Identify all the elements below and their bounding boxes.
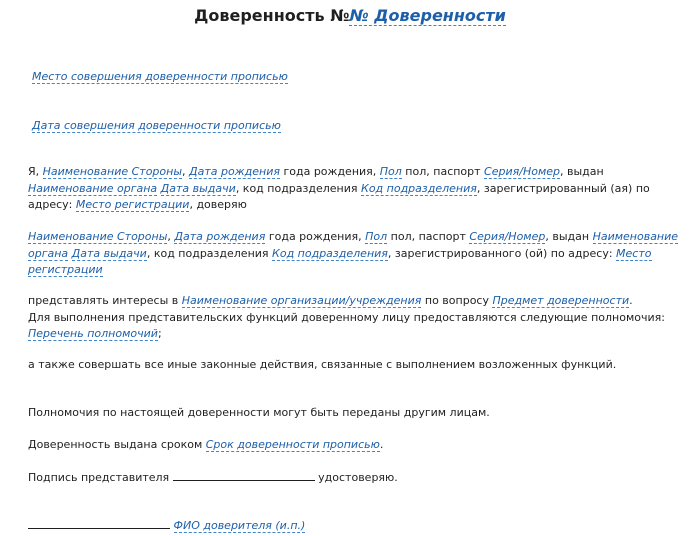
text: . bbox=[379, 438, 384, 451]
principal-issue-date-field[interactable]: Дата выдачи bbox=[160, 181, 236, 195]
text: Я, bbox=[28, 165, 43, 178]
text: Для выполнения представительских функций доверенному лицу предоставляются следующие полномочия: bbox=[28, 310, 665, 324]
text: пол, паспорт bbox=[387, 230, 470, 243]
principal-code-field[interactable]: Код подразделения bbox=[361, 181, 477, 195]
text: удостоверяю. bbox=[314, 471, 398, 484]
text: ; bbox=[157, 327, 162, 340]
text: года рождения, bbox=[279, 165, 380, 178]
represent-paragraph bbox=[28, 293, 688, 343]
place-line bbox=[32, 69, 692, 85]
principal-address-field[interactable]: Место регистрации bbox=[75, 198, 190, 211]
text: , bbox=[167, 230, 175, 243]
principal-paragraph bbox=[28, 164, 688, 214]
text: , код подразделения bbox=[235, 181, 362, 195]
text: , выдан bbox=[560, 165, 604, 178]
principal-signature-line bbox=[28, 517, 688, 534]
text: Подпись представителя bbox=[28, 471, 173, 484]
text: , код подразделения bbox=[146, 246, 273, 260]
text: Доверенность выдана сроком bbox=[28, 438, 206, 451]
agent-organ-field[interactable]: Наименование органа bbox=[28, 230, 679, 260]
text: . bbox=[629, 294, 633, 307]
text: , выдан bbox=[545, 230, 593, 243]
organization-field[interactable]: Наименование организации/учреждения bbox=[181, 294, 422, 307]
subject-field[interactable]: Предмет доверенности bbox=[492, 294, 630, 307]
powers-field[interactable]: Перечень полномочий bbox=[28, 327, 158, 340]
date-line bbox=[32, 118, 692, 134]
title-prefix: Доверенность № bbox=[194, 6, 350, 25]
text: представлять интересы в bbox=[28, 294, 182, 307]
principal-signature-blank[interactable] bbox=[28, 517, 170, 529]
agent-sex-field[interactable]: Пол bbox=[365, 230, 388, 243]
other-actions-text: а также совершать все иные законные действия, связанные с выполнением возложенных функций. bbox=[28, 358, 617, 371]
place-field[interactable]: Место совершения доверенности прописью bbox=[32, 70, 288, 83]
text: , доверяю bbox=[189, 198, 247, 211]
text: года рождения, bbox=[265, 230, 366, 243]
agent-passport-field[interactable]: Серия/Номер bbox=[469, 230, 546, 243]
principal-fio-field[interactable]: ФИО доверителя (и.п.) bbox=[173, 519, 306, 532]
agent-issue-date-field[interactable]: Дата выдачи bbox=[71, 246, 147, 260]
text: , зарегистрированного (ой) по адресу: bbox=[387, 246, 617, 260]
text: по вопросу bbox=[421, 294, 493, 307]
agent-code-field[interactable]: Код подразделения bbox=[272, 246, 388, 260]
agent-address-field[interactable]: Место регистрации bbox=[28, 246, 652, 276]
principal-sex-field[interactable]: Пол bbox=[379, 165, 402, 178]
text: пол, паспорт bbox=[401, 165, 485, 178]
agent-name-field[interactable]: Наименование Стороны bbox=[28, 230, 168, 243]
term-line bbox=[28, 437, 688, 453]
text: , зарегистрированный (ая) по адресу: bbox=[28, 181, 650, 211]
principal-dob-field[interactable]: Дата рождения bbox=[189, 165, 280, 178]
signature-blank[interactable] bbox=[173, 469, 315, 481]
agent-paragraph bbox=[28, 229, 688, 279]
signature-line bbox=[28, 469, 688, 486]
page-title bbox=[0, 6, 700, 25]
date-field[interactable]: Дата совершения доверенности прописью bbox=[32, 119, 281, 132]
agent-dob-field[interactable]: Дата рождения bbox=[174, 230, 266, 243]
transfer-text: Полномочия по настоящей доверенности могут быть переданы другим лицам. bbox=[28, 406, 490, 419]
term-field[interactable]: Срок доверенности прописью bbox=[205, 438, 380, 451]
principal-passport-field[interactable]: Серия/Номер bbox=[484, 165, 560, 178]
principal-organ-field[interactable]: Наименование органа bbox=[28, 181, 158, 195]
text: , bbox=[182, 165, 190, 178]
principal-name-field[interactable]: Наименование Стороны bbox=[42, 165, 183, 178]
doc-number-field[interactable]: № Доверенности bbox=[349, 6, 506, 25]
